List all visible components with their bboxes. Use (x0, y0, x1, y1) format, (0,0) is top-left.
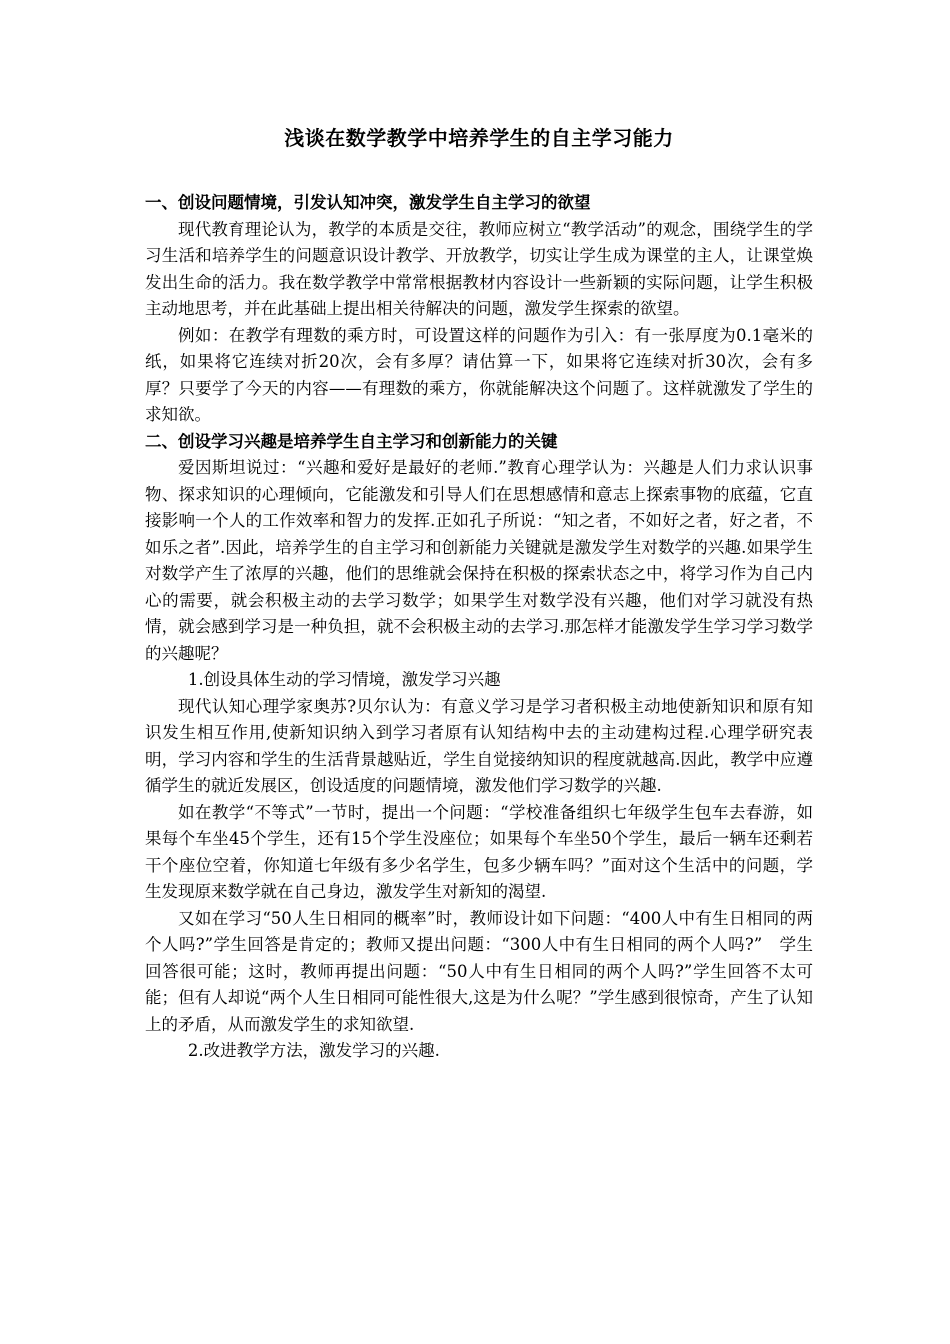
document-page (145, 122, 813, 1065)
subheading-2: 2.改进教学方法，激发学习的兴趣. (187, 1041, 440, 1060)
paragraph: 现代认知心理学家奥苏?贝尔认为：有意义学习是学习者积极主动地使新知识和原有知识发生相互作用,使新知识纳入到学习者原有认知结构中去的主动建构过程.心理学研究表明，学习内容和学生的生活背景越贴近，学生自觉接纳知识的程度就越高.因此，教学中应遵循学生的就近发展区，创设适度的问题情境，激发他们学习数学的兴趣. (145, 696, 813, 795)
page-title: 浅谈在数学教学中培养学生的自主学习能力 (284, 126, 674, 150)
subheading-1: 1.创设具体生动的学习情境，激发学习兴趣 (187, 670, 501, 689)
paragraph: 又如在学习“50人生日相同的概率”时，教师设计如下问题：“400人中有生日相同的两个人吗?”学生回答是肯定的；教师又提出问题：“300人中有生日相同的两个人吗?” 学生回答很可能；这时，教师再提出问题：“50人中有生日相同的两个人吗?”学生回答不太可能；但有人却说“两个人生日相同可能性很大,这是为什么呢？”学生感到很惊奇，产生了认知上的矛盾，从而激发学生的求知欲望. (145, 908, 813, 1034)
paragraph: 如在教学“不等式”一节时，提出一个问题：“学校准备组织七年级学生包车去春游，如果每个车坐45个学生，还有15个学生没座位；如果每个车坐50个学生，最后一辆车还剩若干个座位空着，你知道七年级有多少名学生，包多少辆车吗？”面对这个生活中的问题，学生发现原来数学就在自己身边，激发学生对新知的渴望. (145, 802, 813, 901)
paragraph: 现代教育理论认为，教学的本质是交往，教师应树立“教学活动”的观念，围绕学生的学习生活和培养学生的问题意识设计教学、开放教学，切实让学生成为课堂的主人，让课堂焕发出生命的活力。我在数学教学中常常根据教材内容设计一些新颖的实际问题，让学生积极主动地思考，并在此基础上提出相关待解决的问题，激发学生探索的欲望。 (145, 219, 813, 318)
section-heading-2: 二、创设学习兴趣是培养学生自主学习和创新能力的关键 (145, 431, 558, 451)
section-heading-1: 一、创设问题情境，引发认知冲突，激发学生自主学习的欲望 (145, 193, 591, 212)
paragraph: 例如：在教学有理数的乘方时，可设置这样的问题作为引入：有一张厚度为0.1毫米的纸，如果将它连续对折20次，会有多厚？请估算一下，如果将它连续对折30次，会有多厚？只要学了今天的内容——有理数的乘方，你就能解决这个问题了。这样就激发了学生的求知欲。 (145, 325, 813, 424)
paragraph: 爱因斯坦说过：“兴趣和爱好是最好的老师.”教育心理学认为：兴趣是人们力求认识事物、探求知识的心理倾向，它能激发和引导人们在思想感情和意志上探索事物的底蕴，它直接影响一个人的工作效率和智力的发挥.正如孔子所说：“知之者，不如好之者，好之者，不如乐之者”.因此，培养学生的自主学习和创新能力关键就是激发学生对数学的兴趣.如果学生对数学产生了浓厚的兴趣，他们的思维就会保持在积极的探索状态之中，将学习作为自己内心的需要，就会积极主动的去学习数学；如果学生对数学没有兴趣，他们对学习就没有热情，就会感到学习是一种负担，就不会积极主动的去学习.那怎样才能激发学生学习学习数学的兴趣呢？ (145, 458, 813, 663)
